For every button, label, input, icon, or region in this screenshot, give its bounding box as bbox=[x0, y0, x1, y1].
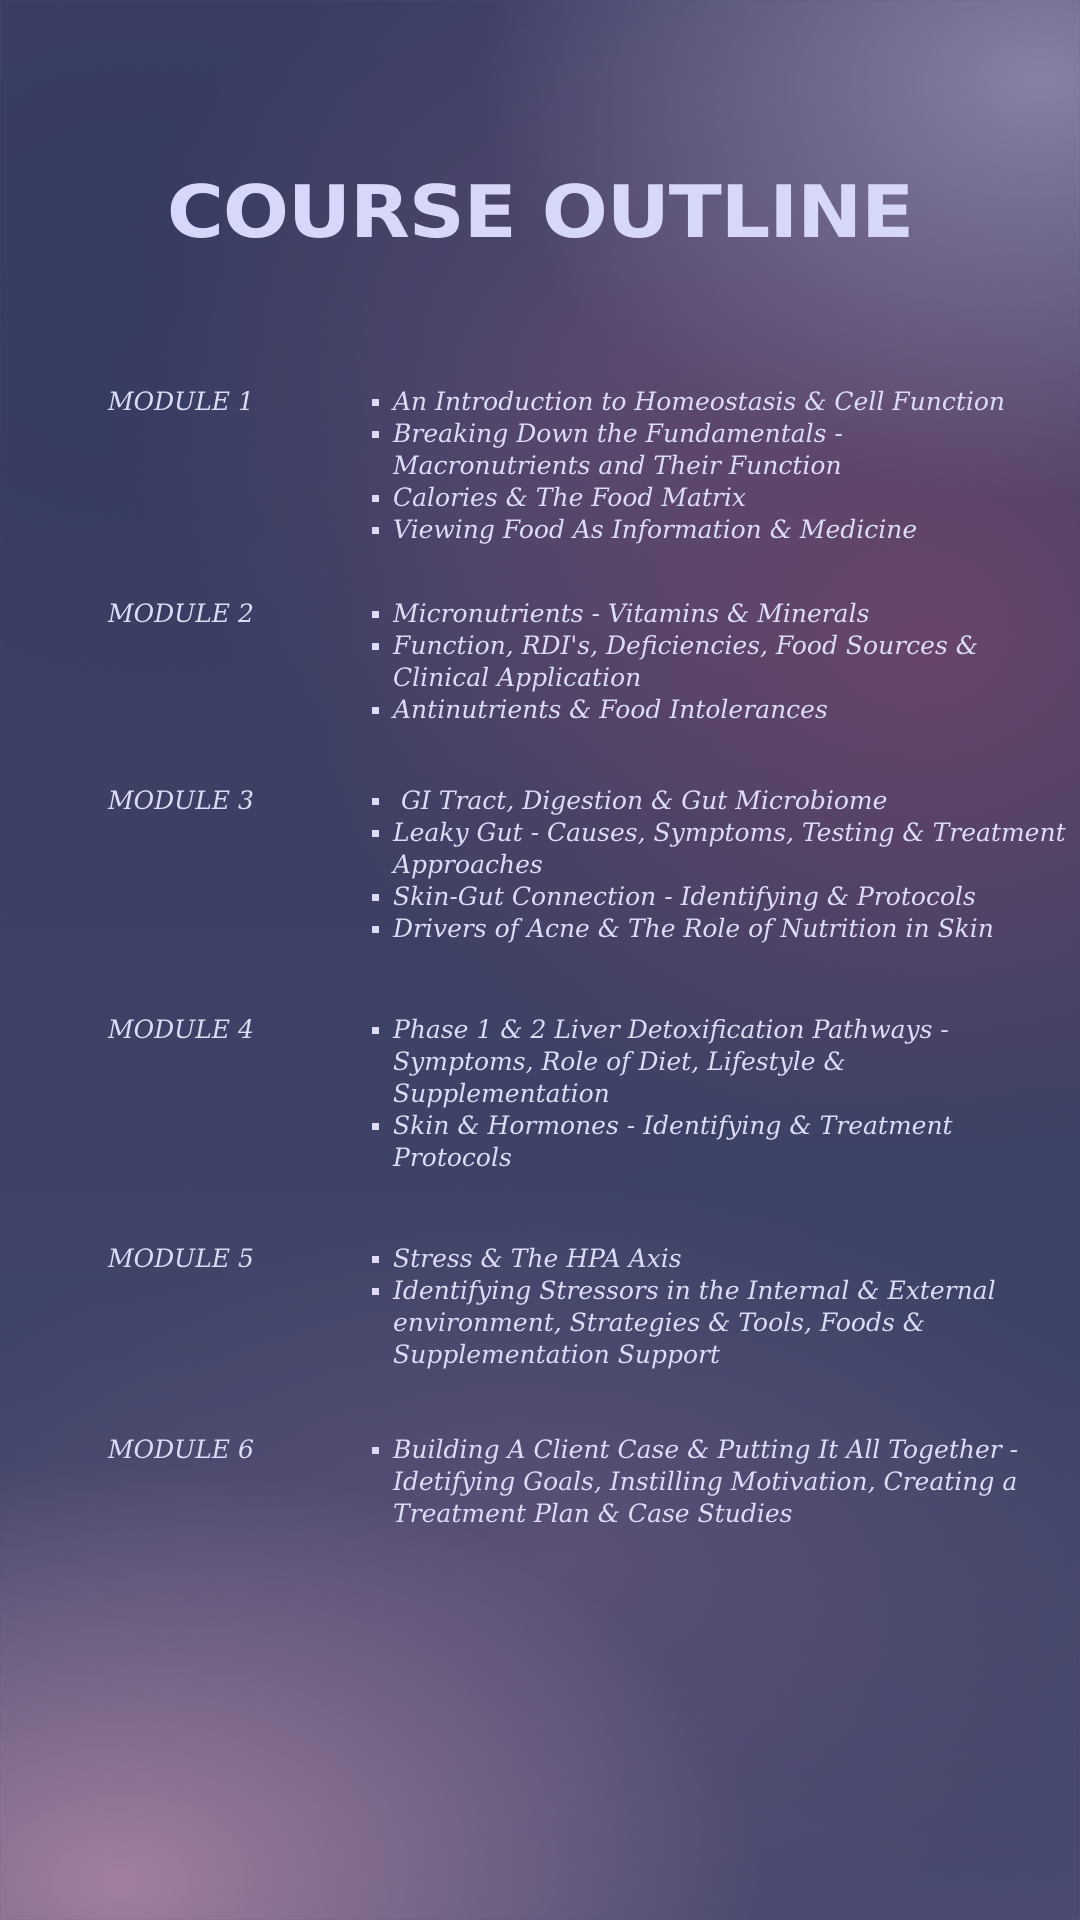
topic-line: Calories & The Food Matrix bbox=[393, 483, 746, 512]
topic-item bbox=[393, 1110, 1023, 1174]
topic-item bbox=[393, 1434, 1023, 1530]
topic-item bbox=[393, 418, 1023, 482]
topic-line: Idetifying Goals, Instilling Motivation, Creating a bbox=[393, 1467, 1018, 1496]
topic-item bbox=[393, 598, 1023, 630]
bullet-icon bbox=[372, 527, 379, 534]
topic-line: Treatment Plan & Case Studies bbox=[393, 1499, 793, 1528]
bullet-icon bbox=[372, 1256, 379, 1263]
topic-line: Stress & The HPA Axis bbox=[393, 1244, 682, 1273]
topic-line: An Introduction to Homeostasis & Cell Function bbox=[393, 387, 1006, 416]
topic-line: Supplementation bbox=[393, 1079, 610, 1108]
topic-line: Macronutrients and Their Function bbox=[393, 451, 842, 480]
topic-line: Clinical Application bbox=[393, 663, 642, 692]
topic-item bbox=[393, 881, 1023, 913]
topic-item bbox=[393, 817, 1066, 881]
topic-item bbox=[393, 913, 1023, 945]
bullet-icon bbox=[372, 926, 379, 933]
topic-line: environment, Strategies & Tools, Foods & bbox=[393, 1308, 925, 1337]
bullet-icon bbox=[372, 611, 379, 618]
bullet-icon bbox=[372, 1288, 379, 1295]
topic-line: Viewing Food As Information & Medicine bbox=[393, 515, 918, 544]
topic-list bbox=[393, 1243, 1023, 1371]
bullet-icon bbox=[372, 830, 379, 837]
topic-line: Function, RDI's, Deficiencies, Food Sources & bbox=[393, 631, 978, 660]
topic-item bbox=[393, 514, 1023, 546]
topic-item bbox=[393, 1243, 1023, 1275]
topic-line: Skin & Hormones - Identifying & Treatment bbox=[393, 1111, 953, 1140]
topic-list bbox=[393, 785, 1066, 945]
topic-line: Supplementation Support bbox=[393, 1340, 721, 1369]
module-label: MODULE 5 bbox=[108, 1244, 254, 1273]
topic-line: Phase 1 & 2 Liver Detoxification Pathways - bbox=[393, 1015, 949, 1044]
topic-line: Antinutrients & Food Intolerances bbox=[393, 695, 828, 724]
topic-line: Leaky Gut - Causes, Symptoms, Testing & Treatment bbox=[393, 818, 1066, 847]
topic-line: Symptoms, Role of Diet, Lifestyle & bbox=[393, 1047, 846, 1076]
module-label: MODULE 2 bbox=[108, 599, 254, 628]
bullet-icon bbox=[372, 1447, 379, 1454]
module-label: MODULE 1 bbox=[108, 387, 254, 416]
topic-line: Identifying Stressors in the Internal & External bbox=[393, 1276, 996, 1305]
bullet-icon bbox=[372, 798, 379, 805]
topic-list bbox=[393, 386, 1023, 546]
topic-list bbox=[393, 1014, 1023, 1174]
bullet-icon bbox=[372, 1123, 379, 1130]
topic-line: Breaking Down the Fundamentals - bbox=[393, 419, 843, 448]
bullet-icon bbox=[372, 643, 379, 650]
module-label: MODULE 6 bbox=[108, 1435, 254, 1464]
topic-item bbox=[393, 630, 1023, 694]
bullet-icon bbox=[372, 431, 379, 438]
bullet-icon bbox=[372, 707, 379, 714]
bullet-icon bbox=[372, 495, 379, 502]
topic-line: Drivers of Acne & The Role of Nutrition in Skin bbox=[393, 914, 994, 943]
topic-item bbox=[393, 785, 1023, 817]
topic-line: Building A Client Case & Putting It All Together - bbox=[393, 1435, 1019, 1464]
topic-item bbox=[393, 482, 1023, 514]
module-label: MODULE 4 bbox=[108, 1015, 254, 1044]
topic-line: Skin-Gut Connection - Identifying & Protocols bbox=[393, 882, 976, 911]
topic-line: Protocols bbox=[393, 1143, 512, 1172]
topic-list bbox=[393, 598, 1023, 726]
topic-item bbox=[393, 1014, 1023, 1110]
topic-item bbox=[393, 694, 1023, 726]
bullet-icon bbox=[372, 399, 379, 406]
bullet-icon bbox=[372, 1027, 379, 1034]
bullet-icon bbox=[372, 894, 379, 901]
page-title: COURSE OUTLINE bbox=[166, 170, 914, 254]
topic-line: Micronutrients - Vitamins & Minerals bbox=[393, 599, 870, 628]
topic-line: GI Tract, Digestion & Gut Microbiome bbox=[393, 786, 888, 815]
topic-line: Approaches bbox=[393, 850, 543, 879]
module-label: MODULE 3 bbox=[108, 786, 254, 815]
topic-item bbox=[393, 1275, 1023, 1371]
topic-list bbox=[393, 1434, 1023, 1530]
topic-item bbox=[393, 386, 1023, 418]
